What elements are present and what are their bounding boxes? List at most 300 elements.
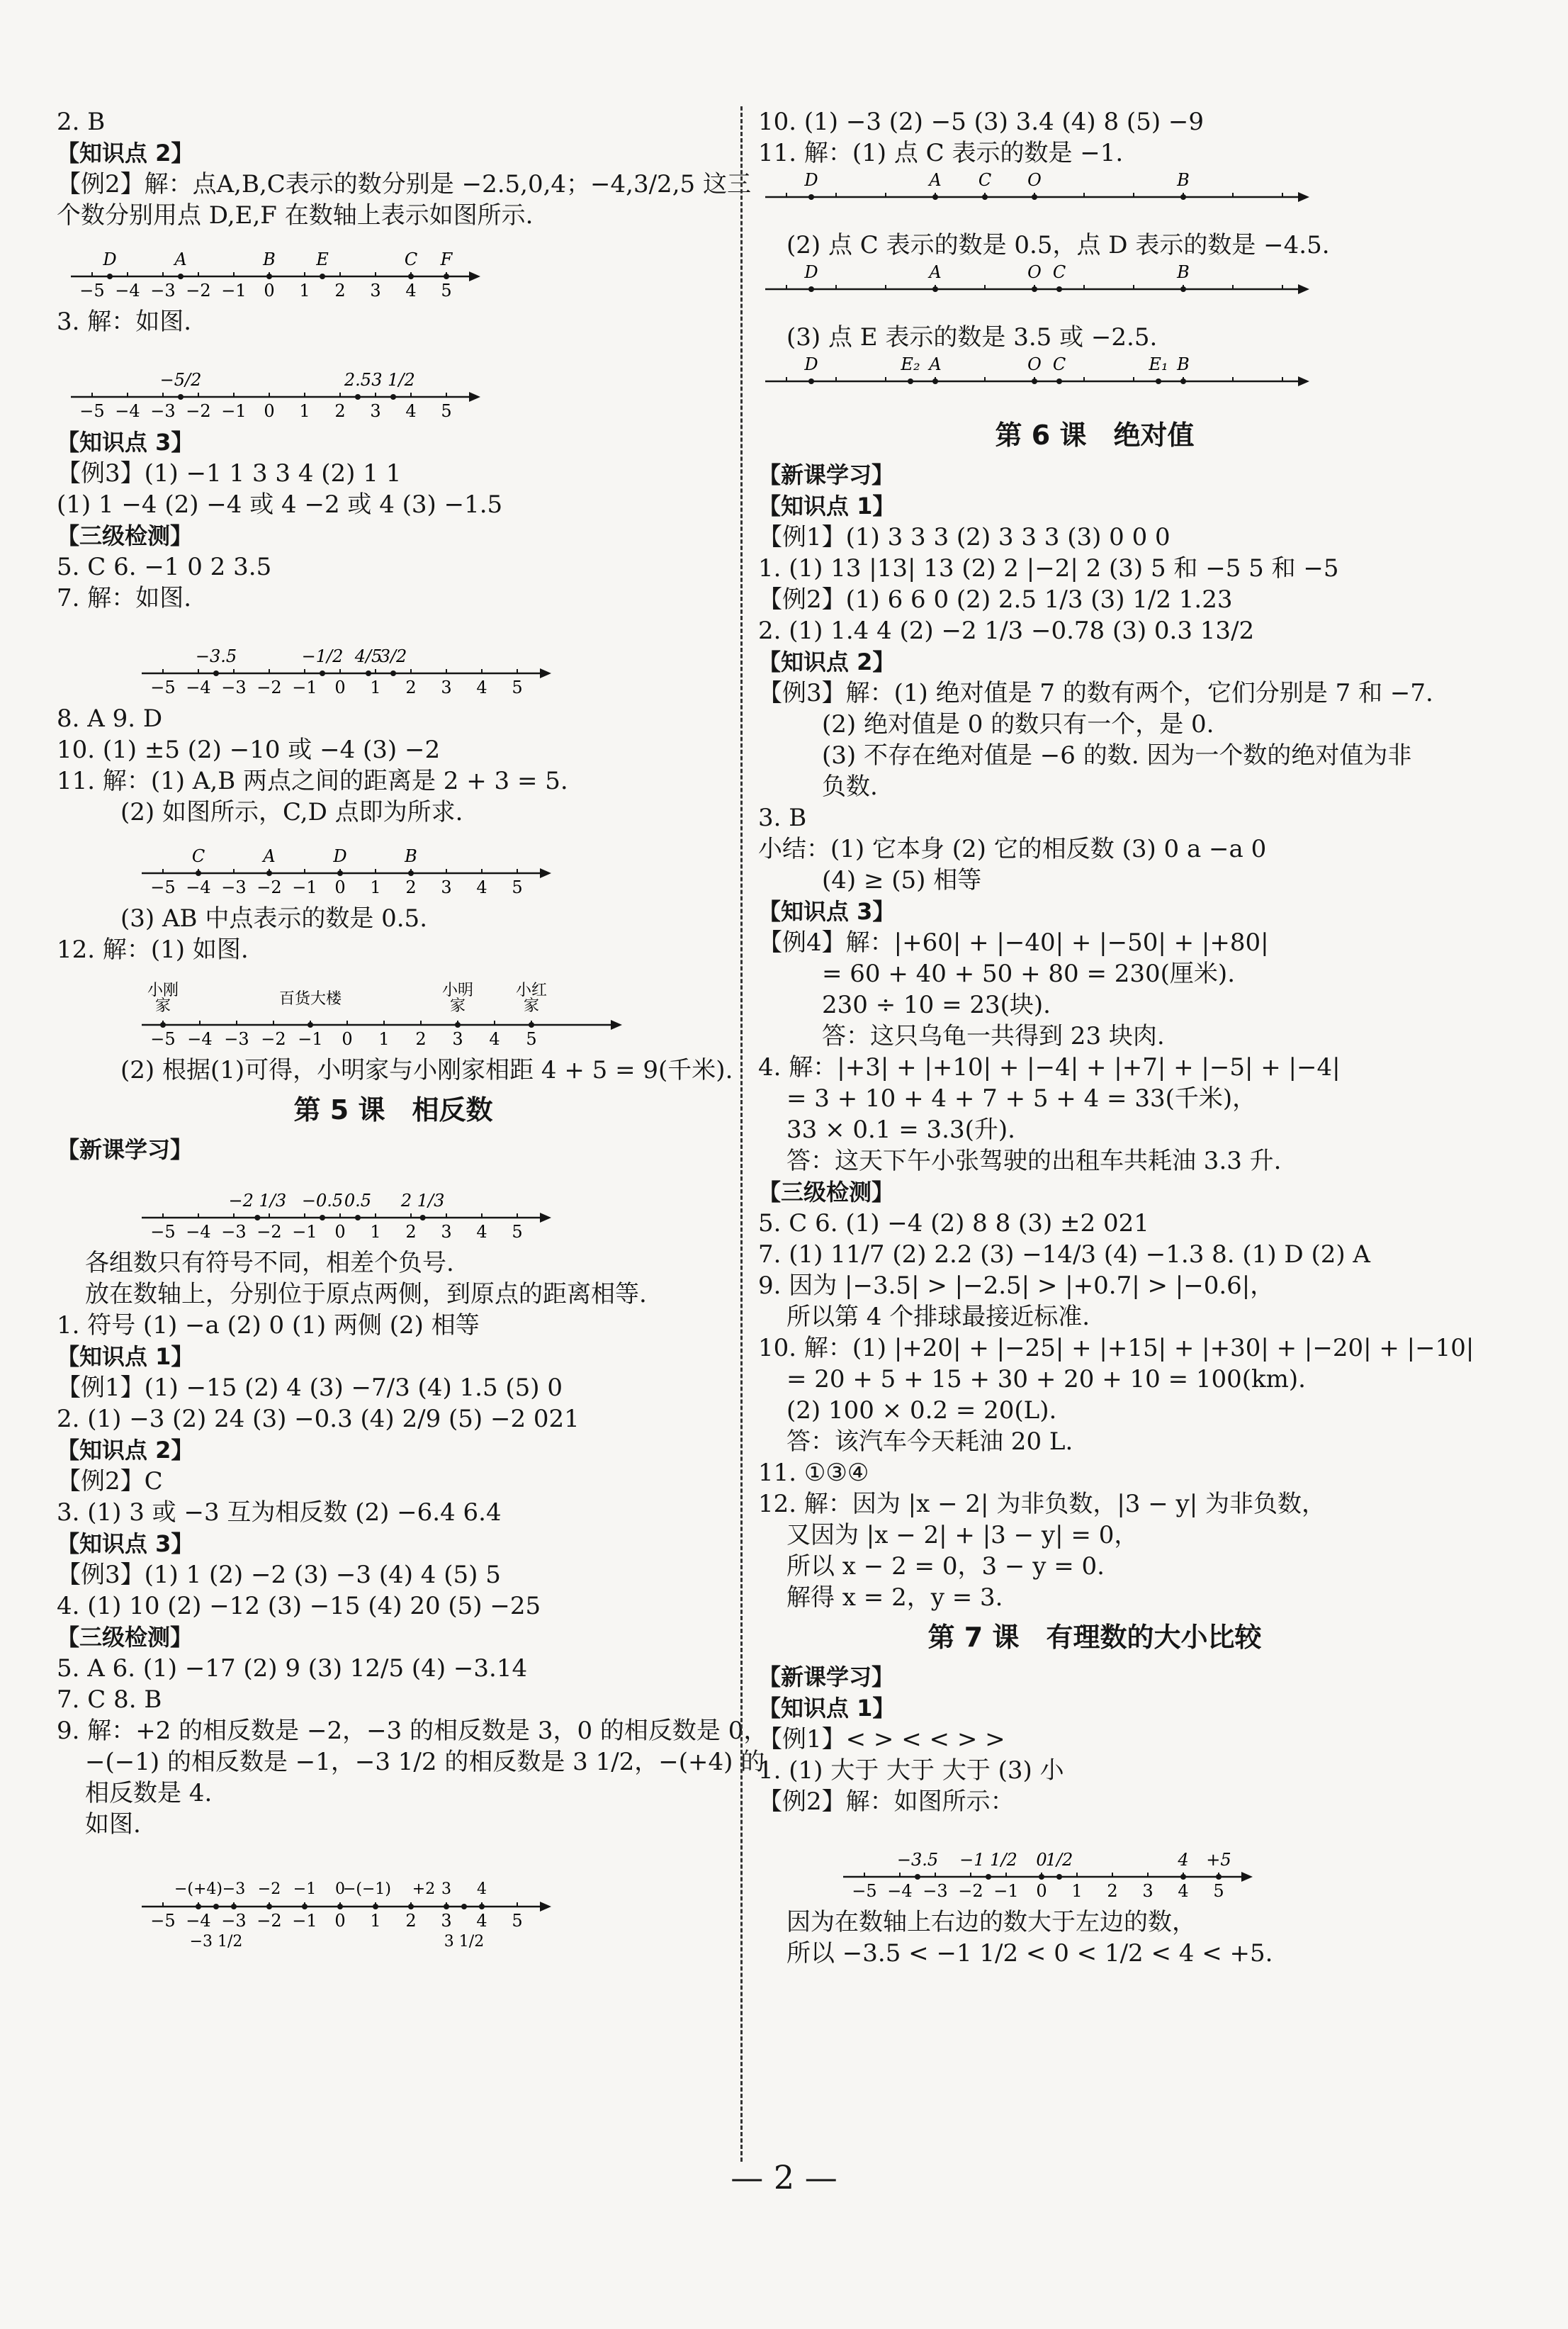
point-label: D	[333, 846, 347, 866]
tick-label: −5	[852, 1881, 877, 1901]
answer-line: 各组数只有符号不同，相差个负号.	[85, 1249, 454, 1277]
answer-line: 【例3】解：(1) 绝对值是 7 的数有两个，它们分别是 7 和 −7.	[758, 679, 1433, 707]
point-label: C	[404, 249, 418, 269]
tick-label: 2	[405, 1911, 417, 1931]
answer-line: 答：该汽车今天耗油 20 L.	[786, 1427, 1073, 1456]
point-label: C	[1052, 354, 1066, 374]
point-dot	[1156, 378, 1161, 384]
tick-label: 1	[370, 877, 381, 897]
tick-label: 1	[1071, 1881, 1083, 1901]
answer-line: 2. (1) 1.4 4 (2) −2 1/3 −0.78 (3) 0.3 13/2	[758, 617, 1255, 645]
point-label: A	[929, 262, 942, 282]
answer-line: −(−1) 的相反数是 −1，−3 1/2 的相反数是 3 1/2，−(+4) 的	[85, 1748, 765, 1776]
point-label: 小红	[515, 982, 548, 999]
point-dot	[1056, 1874, 1062, 1880]
tick-label: −4	[887, 1881, 913, 1901]
point-dot	[196, 870, 201, 876]
answer-line: (2) 绝对值是 0 的数只有一个，是 0.	[822, 710, 1214, 739]
tick-label: −3	[150, 401, 176, 421]
point-label: A	[929, 354, 942, 374]
answer-line: 答：这天下午小张驾驶的出租车共耗油 3.3 升.	[786, 1147, 1282, 1175]
point-label: D	[804, 262, 818, 282]
answer-line: 3. (1) 3 或 −3 互为相反数 (2) −6.4 6.4	[57, 1498, 502, 1527]
answer-line: 10. (1) ±5 (2) −10 或 −4 (3) −2	[57, 736, 441, 764]
point-label: −0.5	[301, 1191, 344, 1211]
answer-line: 9. 解：+2 的相反数是 −2，−3 的相反数是 3，0 的相反数是 0，	[57, 1717, 768, 1745]
point-dot	[355, 394, 361, 400]
point-label: −3	[222, 1880, 246, 1898]
tick-label: 3	[441, 877, 452, 897]
point-label: D	[804, 354, 818, 374]
point-dot	[213, 670, 219, 676]
point-label: −1 1/2	[959, 1850, 1017, 1870]
tick-label: 0	[264, 401, 275, 421]
point-dot	[408, 870, 414, 876]
tick-label: 4	[1178, 1881, 1189, 1901]
answer-line: 个数分别用点 D,E,F 在数轴上表示如图所示.	[57, 201, 534, 230]
point-dot	[420, 1215, 426, 1220]
answer-line: 11. 解：(1) 点 C 表示的数是 −1.	[758, 139, 1124, 167]
answer-line: 7. C 8. B	[57, 1685, 162, 1714]
tick-label: −2	[186, 281, 211, 301]
tick-label: −1	[221, 401, 247, 421]
answer-line: = 60 + 40 + 50 + 80 = 230(厘米).	[822, 960, 1235, 988]
point-label: E₂	[901, 354, 920, 374]
answer-line: (1) 1 −4 (2) −4 或 4 −2 或 4 (3) −1.5	[57, 490, 503, 519]
tick-label: −5	[150, 1029, 176, 1049]
answer-line: 【例1】(1) 3 3 3 (2) 3 3 3 (3) 0 0 0	[758, 523, 1171, 551]
answer-line: = 20 + 5 + 15 + 30 + 20 + 10 = 100(km).	[786, 1365, 1306, 1393]
point-dot	[408, 274, 414, 279]
tick-label: 3	[441, 1222, 452, 1242]
tick-label: 2	[405, 1222, 417, 1242]
point-label: −3 1/2	[189, 1933, 243, 1951]
point-label: 2 1/3	[400, 1191, 445, 1211]
answer-line: 【例3】(1) −1 1 3 3 4 (2) 1 1	[57, 459, 402, 488]
point-dot	[1032, 378, 1037, 384]
axis-arrow	[540, 1213, 551, 1223]
tick-label: 3	[370, 401, 381, 421]
section-tag: 【知识点 2】	[57, 1437, 194, 1464]
point-dot	[461, 1904, 467, 1909]
tick-label: 1	[370, 1911, 381, 1931]
axis-arrow	[1298, 284, 1309, 294]
point-dot	[915, 1874, 920, 1880]
answer-line: 【例4】解：|+60| + |−40| + |−50| + |+80|	[758, 928, 1269, 957]
point-dot	[444, 1904, 449, 1909]
tick-label: 0	[334, 678, 346, 697]
point-label: F	[440, 249, 453, 269]
point-label: 4/5	[354, 646, 383, 666]
tick-label: −2	[958, 1881, 983, 1901]
tick-label: −5	[150, 678, 176, 697]
tick-label: 5	[1213, 1881, 1224, 1901]
point-dot	[808, 378, 814, 384]
section-tag: 【三级检测】	[758, 1179, 895, 1206]
answer-line: 33 × 0.1 = 3.3(升).	[786, 1116, 1015, 1144]
point-dot	[1039, 1874, 1044, 1880]
answer-line: 230 ÷ 10 = 23(块).	[822, 991, 1051, 1019]
tick-label: 3	[1142, 1881, 1154, 1901]
tick-label: 5	[512, 1911, 523, 1931]
number-line	[758, 1823, 1254, 1901]
section-tag: 【知识点 3】	[57, 429, 194, 456]
tick-label: 1	[378, 1029, 390, 1049]
answer-line: 5. C 6. −1 0 2 3.5	[57, 553, 272, 581]
answer-line: 12. 解：(1) 如图.	[57, 936, 249, 964]
tick-label: 2	[405, 877, 417, 897]
tick-label: 4	[405, 401, 417, 421]
axis-arrow	[1298, 376, 1309, 386]
tick-label: −2	[256, 1222, 282, 1242]
point-label: A	[929, 170, 942, 190]
answer-line: 【例1】(1) −15 (2) 4 (3) −7/3 (4) 1.5 (5) 0	[57, 1374, 563, 1402]
tick-label: −3	[923, 1881, 948, 1901]
tick-label: −5	[150, 1911, 176, 1931]
lesson-title: 第 7 课 有理数的大小比较	[927, 1622, 1262, 1653]
point-dot	[529, 1022, 534, 1028]
tick-label: 2	[405, 678, 417, 697]
tick-label: −1	[221, 281, 247, 301]
tick-label: −5	[79, 401, 105, 421]
point-dot	[1180, 1874, 1186, 1880]
answer-line: 2. (1) −3 (2) 24 (3) −0.3 (4) 2/9 (5) −2 021	[57, 1405, 580, 1433]
lesson-title: 第 6 课 绝对值	[995, 420, 1195, 451]
number-line	[57, 237, 482, 301]
tick-label: 0	[334, 1911, 346, 1931]
tick-label: 1	[370, 678, 381, 697]
tick-label: 2	[334, 401, 346, 421]
point-dot	[932, 378, 938, 384]
point-dot	[266, 870, 272, 876]
tick-label: −2	[256, 1911, 282, 1931]
answer-line: 答：这只乌龟一共得到 23 块肉.	[822, 1022, 1165, 1050]
answer-line: 3. 解：如图.	[57, 308, 192, 336]
number-line	[57, 343, 482, 421]
tick-label: −4	[186, 1222, 211, 1242]
answer-line: 【例2】解：点A,B,C表示的数分别是 −2.5,0,4；−4,3/2,5 这三	[57, 170, 751, 198]
tick-label: −3	[221, 1911, 247, 1931]
answer-line: 小结：(1) 它本身 (2) 它的相反数 (3) 0 a −a 0	[758, 835, 1267, 863]
tick-label: 4	[476, 877, 487, 897]
point-dot	[302, 1904, 308, 1909]
answer-line: 负数.	[822, 773, 878, 801]
point-label: 0.5	[344, 1191, 372, 1211]
point-label: 3 1/2	[371, 370, 415, 390]
answer-line: 7. (1) 11/7 (2) 2.2 (3) −14/3 (4) −1.3 8. (1) D (2) A	[758, 1240, 1370, 1269]
tick-label: −4	[186, 877, 211, 897]
axis-arrow	[1298, 192, 1309, 202]
answer-line: (2) 根据(1)可得，小明家与小刚家相距 4 + 5 = 9(千米).	[120, 1056, 733, 1084]
answer-line: 4. 解：|+3| + |+10| + |−4| + |+7| + |−5| + |−4|	[758, 1053, 1341, 1082]
point-label: D	[804, 170, 818, 190]
point-dot	[266, 1904, 272, 1909]
point-label: O	[1027, 262, 1042, 282]
tick-label: 1	[299, 401, 310, 421]
point-label: 2.5	[344, 370, 372, 390]
point-label: B	[1177, 170, 1190, 190]
tick-label: 4	[476, 1222, 487, 1242]
point-dot	[178, 274, 184, 279]
point-label: −1	[293, 1880, 317, 1898]
tick-label: −3	[221, 1222, 247, 1242]
point-label: 4	[1178, 1850, 1189, 1870]
tick-label: −4	[187, 1029, 213, 1049]
answer-line: 9. 因为 |−3.5| > |−2.5| > |+0.7| > |−0.6|，	[758, 1272, 1275, 1300]
tick-label: 1	[370, 1222, 381, 1242]
axis-arrow	[1241, 1872, 1253, 1882]
point-label: A	[263, 846, 276, 866]
tick-label: −1	[292, 877, 317, 897]
point-dot	[932, 194, 938, 200]
point-dot	[1056, 286, 1062, 292]
tick-label: −1	[292, 1911, 317, 1931]
section-tag: 【新课学习】	[57, 1136, 193, 1163]
answer-line: 1. (1) 13 |13| 13 (2) 2 |−2| 2 (3) 5 和 −5 5 和 −5	[758, 554, 1339, 583]
point-dot	[390, 670, 396, 676]
point-dot	[1056, 378, 1062, 384]
lesson-title: 第 5 课 相反数	[293, 1094, 493, 1126]
point-dot	[337, 870, 343, 876]
answer-line: 【例2】(1) 6 6 0 (2) 2.5 1/3 (3) 1/2 1.23	[758, 585, 1233, 614]
section-tag: 【知识点 1】	[57, 1343, 194, 1370]
axis-arrow	[540, 1902, 551, 1912]
section-tag: 【知识点 2】	[57, 140, 194, 167]
point-label: 3 1/2	[444, 1933, 485, 1951]
point-label: −5/2	[159, 370, 202, 390]
point-dot	[355, 1215, 361, 1220]
point-label: O	[1027, 354, 1042, 374]
answer-line: (3) 不存在绝对值是 −6 的数. 因为一个数的绝对值为非	[822, 741, 1412, 770]
number-line	[758, 170, 1311, 224]
point-label: 家	[449, 997, 466, 1015]
tick-label: 1	[299, 281, 310, 301]
tick-label: −4	[186, 678, 211, 697]
tick-label: −4	[115, 281, 140, 301]
point-label: 百货大楼	[278, 990, 342, 1008]
tick-label: 0	[342, 1029, 353, 1049]
tick-label: 5	[526, 1029, 537, 1049]
number-line	[57, 1171, 553, 1242]
tick-label: 3	[441, 678, 452, 697]
answer-line: 7. 解：如图.	[57, 584, 192, 612]
axis-arrow	[540, 868, 551, 878]
point-label: B	[1177, 262, 1190, 282]
point-dot	[337, 1904, 343, 1909]
point-dot	[479, 1904, 485, 1909]
point-dot	[986, 1874, 991, 1880]
answer-line: 1. (1) 大于 大于 大于 (3) 小	[758, 1756, 1064, 1785]
tick-label: 4	[489, 1029, 500, 1049]
answer-line: 所以第 4 个排球最接近标准.	[786, 1303, 1090, 1331]
column-divider	[740, 106, 743, 2162]
section-tag: 【知识点 1】	[758, 1695, 896, 1722]
tick-label: −3	[224, 1029, 249, 1049]
point-dot	[390, 394, 396, 400]
tick-label: 5	[441, 281, 452, 301]
point-label: 4	[477, 1880, 487, 1898]
point-label: −(−1)	[342, 1880, 392, 1898]
page-number: — 2 —	[731, 2158, 837, 2196]
answer-line: 所以 x − 2 = 0，3 − y = 0.	[786, 1552, 1105, 1581]
tick-label: −5	[150, 877, 176, 897]
tick-label: 2	[415, 1029, 427, 1049]
answer-line: 5. A 6. (1) −17 (2) 9 (3) 12/5 (4) −3.14	[57, 1654, 528, 1683]
point-dot	[196, 1904, 201, 1909]
point-label: +5	[1206, 1850, 1231, 1870]
tick-label: 3	[370, 281, 381, 301]
point-dot	[320, 670, 325, 676]
point-dot	[808, 194, 814, 200]
tick-label: −1	[292, 678, 317, 697]
answer-line: (4) ≥ (5) 相等	[822, 866, 982, 894]
tick-label: 3	[452, 1029, 463, 1049]
point-dot	[373, 1904, 378, 1909]
answer-line: 【例2】解：如图所示：	[758, 1788, 1015, 1816]
axis-arrow	[469, 271, 480, 281]
answer-line: 11. ①③④	[758, 1459, 869, 1487]
tick-label: 5	[512, 678, 523, 697]
point-dot	[254, 1215, 260, 1220]
section-tag: 【知识点 3】	[758, 898, 896, 925]
tick-label: 5	[512, 1222, 523, 1242]
tick-label: 4	[476, 1911, 487, 1931]
section-tag: 【三级检测】	[57, 1624, 193, 1651]
point-dot	[320, 1215, 325, 1220]
point-label: E₁	[1149, 354, 1168, 374]
tick-label: 5	[441, 401, 452, 421]
point-dot	[178, 394, 184, 400]
axis-arrow	[611, 1020, 622, 1030]
tick-label: 5	[512, 877, 523, 897]
point-dot	[1032, 194, 1037, 200]
number-line	[758, 262, 1311, 316]
tick-label: −2	[256, 678, 282, 697]
point-label: 0	[335, 1880, 345, 1898]
point-dot	[107, 274, 113, 279]
tick-label: 0	[334, 1222, 346, 1242]
point-dot	[444, 274, 449, 279]
number-line	[57, 1846, 553, 1951]
point-dot	[1032, 286, 1037, 292]
point-label: C	[191, 846, 205, 866]
point-label: −(+4)	[174, 1880, 223, 1898]
tick-label: −4	[115, 401, 140, 421]
point-dot	[1180, 194, 1186, 200]
point-dot	[1216, 1874, 1222, 1880]
point-label: 家	[523, 997, 540, 1015]
answer-line: (2) 点 C 表示的数是 0.5，点 D 表示的数是 −4.5.	[786, 231, 1330, 259]
number-line	[758, 354, 1311, 408]
point-dot	[932, 286, 938, 292]
tick-label: −2	[186, 401, 211, 421]
tick-label: 3	[441, 1911, 452, 1931]
section-tag: 【新课学习】	[758, 1663, 895, 1690]
section-tag: 【三级检测】	[57, 522, 193, 549]
point-dot	[1180, 378, 1186, 384]
tick-label: −1	[292, 1222, 317, 1242]
point-label: 小刚	[147, 982, 179, 999]
axis-arrow	[469, 392, 480, 402]
point-dot	[160, 1022, 166, 1028]
point-label: A	[174, 249, 187, 269]
answer-line: 放在数轴上，分别位于原点两侧，到原点的距离相等.	[85, 1280, 647, 1308]
point-label: +2	[412, 1880, 436, 1898]
number-line	[57, 834, 553, 897]
point-label: E	[316, 249, 329, 269]
point-label: −1/2	[301, 646, 344, 666]
point-dot	[455, 1022, 461, 1028]
answer-line: 【例3】(1) 1 (2) −2 (3) −3 (4) 4 (5) 5	[57, 1561, 501, 1589]
point-dot	[408, 1904, 414, 1909]
point-label: 3	[441, 1880, 451, 1898]
point-label: O	[1027, 170, 1042, 190]
answer-line: 4. (1) 10 (2) −12 (3) −15 (4) 20 (5) −25	[57, 1592, 541, 1620]
answer-line: 1. 符号 (1) −a (2) 0 (1) 两侧 (2) 相等	[57, 1311, 480, 1340]
answer-line: 10. (1) −3 (2) −5 (3) 3.4 (4) 8 (5) −9	[758, 108, 1205, 136]
tick-label: −2	[261, 1029, 286, 1049]
answer-line: 11. 解：(1) A,B 两点之间的距离是 2 + 3 = 5.	[57, 767, 568, 795]
point-dot	[266, 274, 272, 279]
answer-line: 如图.	[85, 1810, 141, 1839]
tick-label: 4	[405, 281, 417, 301]
point-label: B	[263, 249, 276, 269]
answer-line: 10. 解：(1) |+20| + |−25| + |+15| + |+30| + |−20| + |−10|	[758, 1334, 1474, 1362]
section-tag: 【新课学习】	[758, 461, 895, 488]
axis-arrow	[540, 668, 551, 678]
tick-label: 0	[1036, 1881, 1047, 1901]
point-label: B	[1177, 354, 1190, 374]
answer-line: 【例2】C	[57, 1467, 163, 1495]
point-dot	[231, 1904, 237, 1909]
point-label: −3.5	[195, 646, 237, 666]
point-label: 0	[1036, 1850, 1047, 1870]
point-label: 3/2	[379, 646, 407, 666]
tick-label: −4	[186, 1911, 211, 1931]
answer-line: 又因为 |x − 2| + |3 − y| = 0，	[786, 1521, 1139, 1549]
answer-line: (3) 点 E 表示的数是 3.5 或 −2.5.	[786, 323, 1158, 352]
tick-label: 2	[1107, 1881, 1118, 1901]
answer-line: (2) 100 × 0.2 = 20(L).	[786, 1396, 1057, 1425]
tick-label: 4	[476, 678, 487, 697]
point-dot	[213, 1904, 219, 1909]
point-dot	[308, 1022, 313, 1028]
tick-label: −5	[79, 281, 105, 301]
point-label: 小明	[441, 982, 474, 999]
point-label: −2 1/3	[228, 1191, 287, 1211]
tick-label: −5	[150, 1222, 176, 1242]
point-dot	[908, 378, 913, 384]
point-label: 家	[154, 997, 171, 1015]
answer-line: 8. A 9. D	[57, 705, 163, 733]
point-label: C	[978, 170, 992, 190]
section-tag: 【知识点 3】	[57, 1530, 194, 1557]
tick-label: −1	[298, 1029, 323, 1049]
answer-line: 5. C 6. (1) −4 (2) 8 8 (3) ±2 021	[758, 1209, 1149, 1238]
section-tag: 【知识点 1】	[758, 493, 896, 520]
answer-line: = 3 + 10 + 4 + 7 + 5 + 4 = 33(千米)，	[786, 1084, 1257, 1113]
point-dot	[320, 274, 325, 279]
answer-line: 2. B	[57, 108, 106, 136]
answer-line: (2) 如图所示，C,D 点即为所求.	[120, 798, 463, 826]
number-line	[57, 971, 624, 1049]
tick-label: 2	[334, 281, 346, 301]
point-label: −3.5	[896, 1850, 939, 1870]
tick-label: 0	[334, 877, 346, 897]
point-label: D	[103, 249, 117, 269]
tick-label: −1	[993, 1881, 1019, 1901]
point-label: 1/2	[1045, 1850, 1073, 1870]
